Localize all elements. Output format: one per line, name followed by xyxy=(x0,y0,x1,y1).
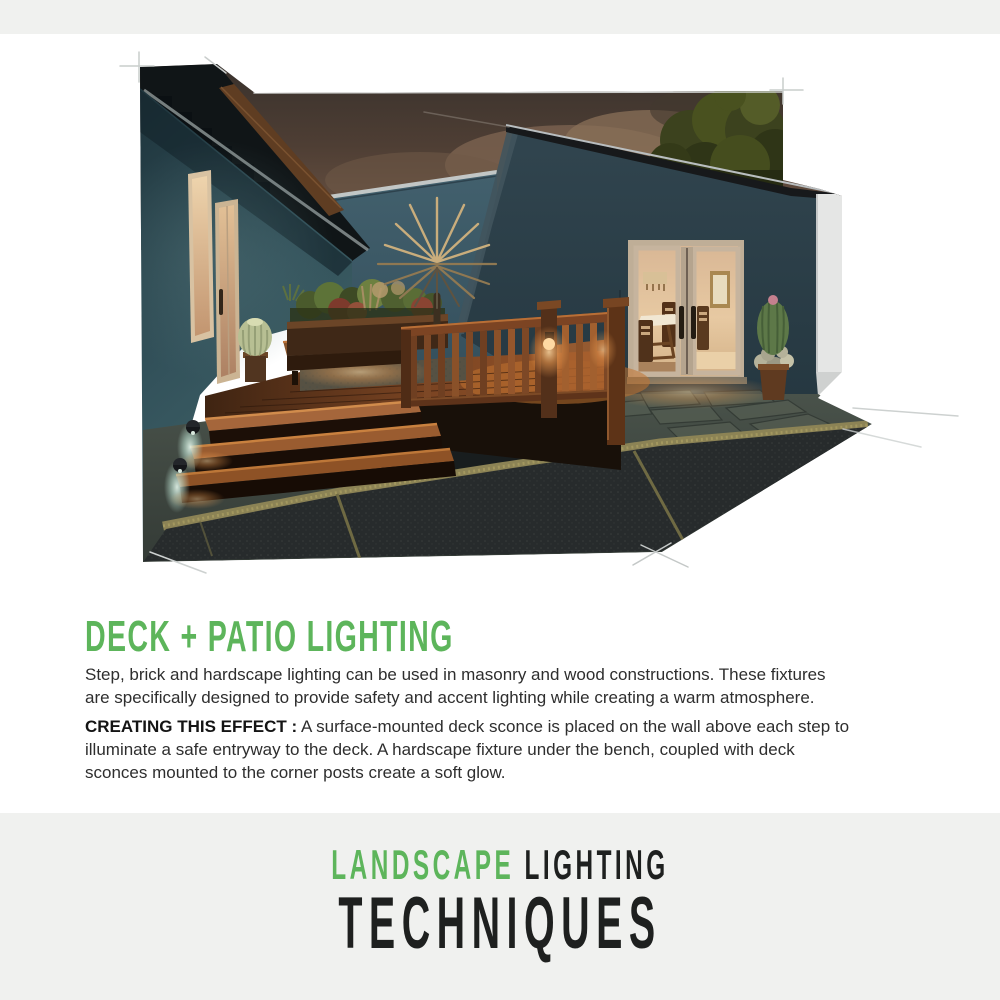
cactus-pot xyxy=(245,356,266,382)
glass-rack xyxy=(643,272,667,284)
effect-label: CREATING THIS EFFECT : xyxy=(85,717,298,736)
door-handle xyxy=(219,289,223,315)
footer-brand-dark: LIGHTING xyxy=(524,841,669,888)
effect-paragraph xyxy=(85,715,849,784)
french-doors xyxy=(627,240,747,384)
cactus-bloom xyxy=(768,295,778,305)
side-window xyxy=(188,170,214,343)
effect-line: illuminate a safe entryway to the deck. A hardscape fixture under the bench, coupled with deck xyxy=(85,740,795,759)
effect-line: sconces mounted to the corner posts create a soft glow. xyxy=(85,763,506,782)
intro-line: Step, brick and hardscape lighting can be used in masonry and wood constructions. These fixtures xyxy=(85,665,826,684)
post-sconce-glow xyxy=(529,326,569,378)
glass-door xyxy=(215,199,240,384)
railing-post xyxy=(401,330,411,408)
cactus-pot xyxy=(760,370,787,400)
post-sconce-glow xyxy=(589,330,617,370)
gray-panel xyxy=(816,194,842,396)
section-heading: DECK + PATIO LIGHTING xyxy=(85,612,454,661)
intro-paragraph xyxy=(85,663,826,709)
footer-brand-green: LANDSCAPE xyxy=(331,841,515,888)
corner-post xyxy=(607,305,625,445)
door-handle xyxy=(679,306,684,339)
door-handle xyxy=(691,306,696,339)
intro-line: are specifically designed to provide safety and accent lighting while creating a warm atmosphere. xyxy=(85,688,815,707)
footer-brand-line xyxy=(210,843,790,887)
footer-title: TECHNIQUES xyxy=(338,883,662,964)
effect-line: CREATING THIS EFFECT : A surface-mounted deck sconce is placed on the wall above each step to xyxy=(85,717,850,736)
